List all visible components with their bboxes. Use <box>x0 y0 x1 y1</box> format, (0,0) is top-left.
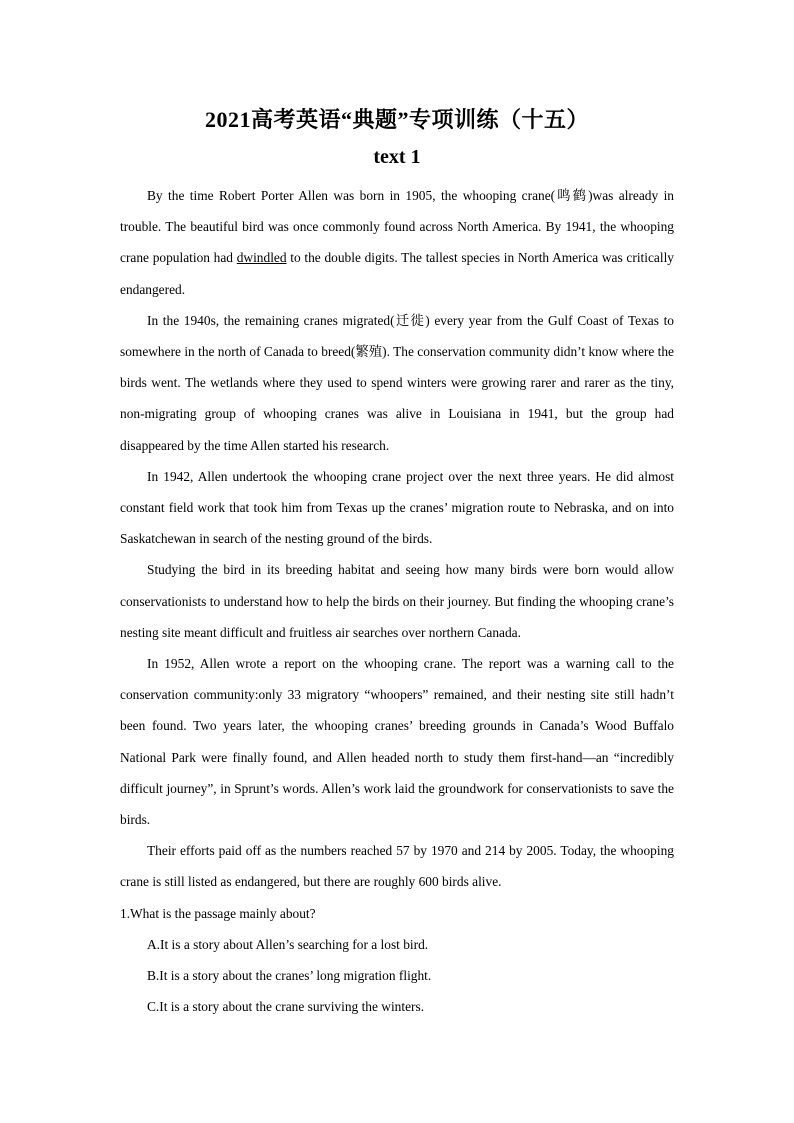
page-title: 2021高考英语“典题”专项训练（十五） <box>204 107 589 132</box>
paragraph-2: In the 1940s, the remaining cranes migrated(迁徙) every year from the Gulf Coast of Texas to somewhere in the north of Canada to breed(繁殖). The conservation community didn’t know where the birds went. The wetlands where they used to spend winters were growing rarer and rarer as the tiny, non-migrating group of whooping cranes was alive in Louisiana in 1941, but the group had disappeared by the time Allen started his research. <box>120 312 674 453</box>
section-subtitle: text 1 <box>373 146 421 168</box>
paragraph-1-text-end: to the double digits. The tallest species in North America was critically endangered. <box>120 250 674 297</box>
paragraph-3: In 1942, Allen undertook the whooping crane project over the next three years. He did almost constant field work that took him from Texas up the cranes’ migration route to Nebraska, and on into Saskatchewan in search of the nesting ground of the birds. <box>120 468 674 547</box>
underlined-word: dwindled <box>236 250 287 266</box>
question-1-option-a: A.It is a story about Allen’s searching for a lost bird. <box>147 936 429 952</box>
passage-body <box>120 180 674 1022</box>
paragraph-4: Studying the bird in its breeding habitat and seeing how many birds were born would allow conservationists to understand how to help the birds on their journey. But finding the whooping crane’s nesting site meant difficult and fruitless air searches over northern Canada. <box>120 562 674 640</box>
question-1-stem: 1.What is the passage mainly about? <box>120 905 316 921</box>
paragraph-1-text-start: By the time Robert Porter Allen was born in 1905, the whooping crane(鸣鹤)was already in trouble. The beautiful bird was once commonly found across North America. By 1941, the whooping crane population had <box>120 188 674 266</box>
paragraph-5: In 1952, Allen wrote a report on the whooping crane. The report was a warning call to the conservation community:only 33 migratory “whoopers” remained, and their nesting site still hadn’t been found. Two years later, the whooping cranes’ breeding grounds in Canada’s Wood Buffalo National Park were finally found, and Allen headed north to study them first-hand—an “incredibly difficult journey”, in Sprunt’s words. Allen’s work laid the groundwork for conservationists to save the birds. <box>120 656 674 828</box>
paragraph-1 <box>120 180 674 305</box>
question-1-option-c: C.It is a story about the crane surviving the winters. <box>147 999 425 1015</box>
paragraph-6: Their efforts paid off as the numbers reached 57 by 1970 and 214 by 2005. Today, the whooping crane is still listed as endangered, but there are roughly 600 birds alive. <box>120 843 674 890</box>
question-1-option-b: B.It is a story about the cranes’ long migration flight. <box>147 968 432 984</box>
